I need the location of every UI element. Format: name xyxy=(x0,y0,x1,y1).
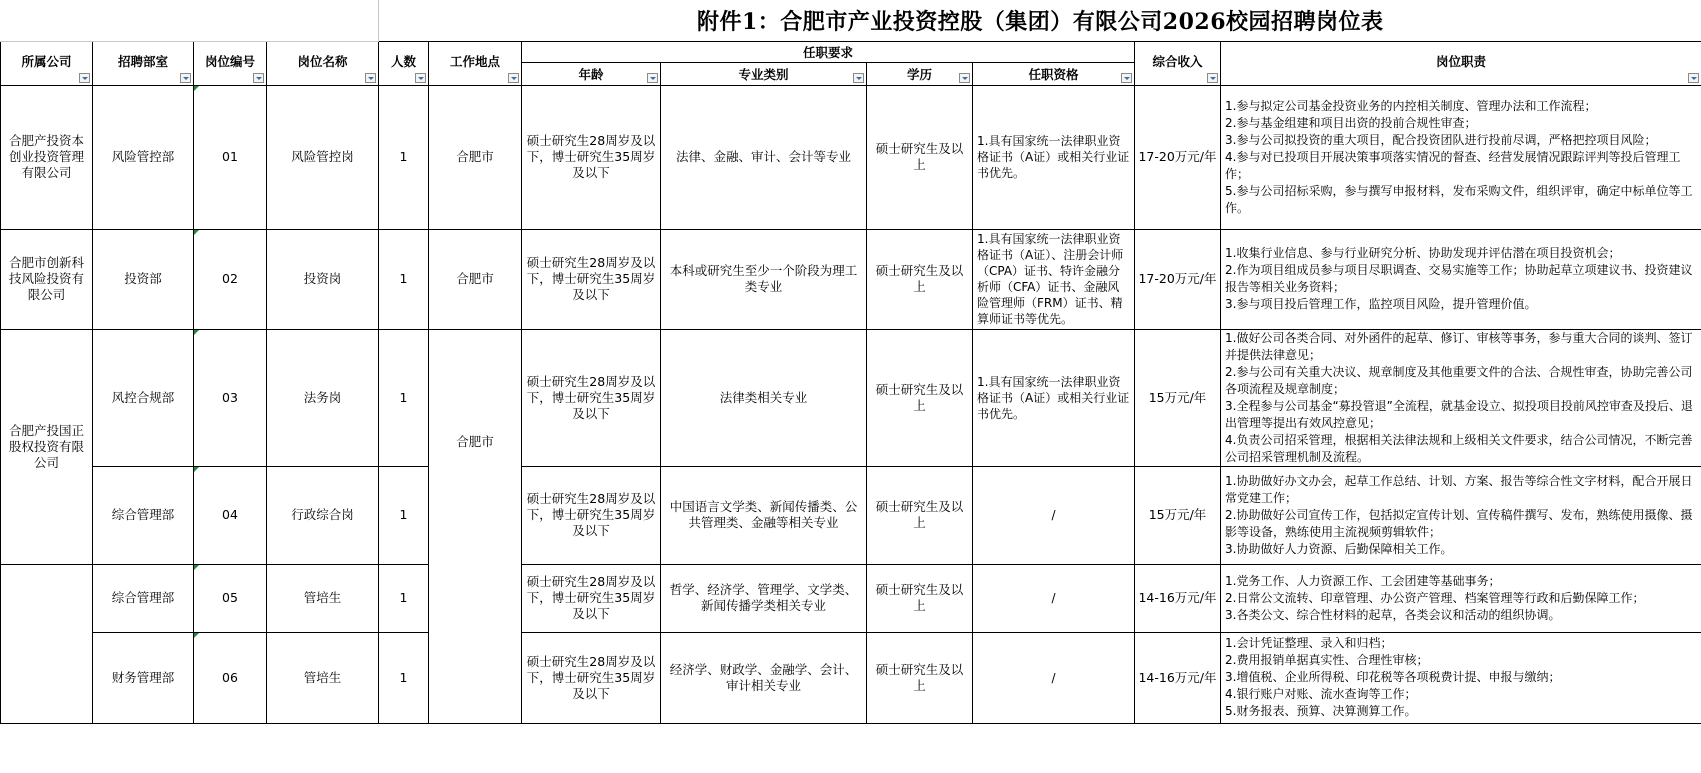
cell-duties[interactable]: 1.收集行业信息、参与行业研究分析、协助发现并评估潜在项目投资机会； 2.作为项目组成员参与项目尽职调查、交易实施等工作；协助起草立项建议书、投资建议报告等相关业务资料； 3.参与项目投后管理工作，监控项目风险，提升管理价值。 xyxy=(1221,229,1701,329)
cell-headcount[interactable]: 1 xyxy=(379,85,429,229)
filter-dropdown-icon[interactable] xyxy=(1688,73,1699,83)
cell-department[interactable]: 综合管理部 xyxy=(93,466,194,564)
cell-education[interactable]: 硕士研究生及以上 xyxy=(867,329,973,466)
cell-headcount[interactable]: 1 xyxy=(379,229,429,329)
header-income[interactable] xyxy=(1135,41,1221,85)
cell-headcount[interactable]: 1 xyxy=(379,632,429,723)
cell-education[interactable]: 硕士研究生及以上 xyxy=(867,632,973,723)
header-major[interactable] xyxy=(661,62,867,85)
cell-income[interactable]: 15万元/年 xyxy=(1135,329,1221,466)
header-department-label: 招聘部室 xyxy=(117,54,168,69)
filter-dropdown-icon[interactable] xyxy=(959,73,970,83)
header-post-code[interactable] xyxy=(194,41,267,85)
header-post-name[interactable] xyxy=(267,41,379,85)
cell-age[interactable]: 硕士研究生28周岁及以下，博士研究生35周岁及以下 xyxy=(522,329,661,466)
cell-headcount[interactable]: 1 xyxy=(379,329,429,466)
cell-headcount[interactable]: 1 xyxy=(379,466,429,564)
header-major-label: 专业类别 xyxy=(738,66,789,82)
header-location[interactable] xyxy=(429,41,522,85)
header-qualification-label: 任职资格 xyxy=(1028,66,1079,82)
filter-dropdown-icon[interactable] xyxy=(1121,73,1132,83)
cell-income[interactable]: 17-20万元/年 xyxy=(1135,85,1221,229)
cell-company[interactable]: 合肥产投资本创业投资管理有限公司 xyxy=(1,85,93,229)
cell-age[interactable]: 硕士研究生28周岁及以下，博士研究生35周岁及以下 xyxy=(522,229,661,329)
cell-duties[interactable]: 1.协助做好办文办会，起草工作总结、计划、方案、报告等综合性文字材料，配合开展日常党建工作； 2.协助做好公司宣传工作，包括拟定宣传计划、宣传稿件撰写、发布，熟练使用摄像、摄影等设备，熟练使用主流视频剪辑软件； 3.协助做好人力资源、后勤保障相关工作。 xyxy=(1221,466,1701,564)
cell-location[interactable]: 合肥市 xyxy=(429,329,522,723)
cell-company[interactable]: 合肥产投国正股权投资有限公司 xyxy=(1,329,93,564)
cell-post-code[interactable]: 05 xyxy=(194,564,267,632)
header-age[interactable] xyxy=(522,62,661,85)
cell-age[interactable]: 硕士研究生28周岁及以下，博士研究生35周岁及以下 xyxy=(522,466,661,564)
cell-department[interactable]: 风险管控部 xyxy=(93,85,194,229)
filter-dropdown-icon[interactable] xyxy=(508,73,519,83)
table-row xyxy=(1,466,1701,564)
cell-post-name[interactable]: 投资岗 xyxy=(267,229,379,329)
cell-location[interactable]: 合肥市 xyxy=(429,229,522,329)
header-post-name-label: 岗位名称 xyxy=(297,54,348,69)
cell-post-code[interactable]: 04 xyxy=(194,466,267,564)
cell-company-empty[interactable] xyxy=(1,564,93,723)
cell-age[interactable]: 硕士研究生28周岁及以下，博士研究生35周岁及以下 xyxy=(522,632,661,723)
filter-dropdown-icon[interactable] xyxy=(365,73,376,83)
cell-company[interactable]: 合肥市创新科技风险投资有限公司 xyxy=(1,229,93,329)
header-requirements xyxy=(522,41,1135,62)
table-row xyxy=(1,632,1701,723)
table-row xyxy=(1,564,1701,632)
header-post-code-label: 岗位编号 xyxy=(204,54,255,69)
header-requirements-label: 任职要求 xyxy=(802,44,853,60)
cell-age[interactable]: 硕士研究生28周岁及以下，博士研究生35周岁及以下 xyxy=(522,85,661,229)
cell-duties[interactable]: 1.会计凭证整理、录入和归档； 2.费用报销单据真实性、合理性审核； 3.增值税、企业所得税、印花税等各项税费计提、申报与缴纳； 4.银行账户对账、流水查询等工作； 5.财务报表、预算、决算测算工作。 xyxy=(1221,632,1701,723)
cell-post-code[interactable]: 01 xyxy=(194,85,267,229)
cell-major[interactable]: 中国语言文学类、新闻传播类、公共管理类、金融等相关专业 xyxy=(661,466,867,564)
header-headcount-label: 人数 xyxy=(390,54,416,69)
cell-education[interactable]: 硕士研究生及以上 xyxy=(867,564,973,632)
blank-title-cell xyxy=(1,0,379,41)
header-age-label: 年龄 xyxy=(578,66,604,82)
cell-duties[interactable]: 1.参与拟定公司基金投资业务的内控相关制度、管理办法和工作流程； 2.参与基金组建和项目出资的投前合规性审查； 3.参与公司拟投资的重大项目，配合投资团队进行投前尽调，严格把控项目风险； 4.参与对已投项目开展决策事项落实情况的督查、经营发展情况跟踪评判等投后管理工作； 5.参与公司招标采购，参与撰写申报材料，发布采购文件，组织评审，确定中标单位等工作。 xyxy=(1221,85,1701,229)
header-headcount[interactable] xyxy=(379,41,429,85)
cell-department[interactable]: 风控合规部 xyxy=(93,329,194,466)
table-row xyxy=(1,85,1701,229)
cell-post-code[interactable]: 06 xyxy=(194,632,267,723)
cell-post-name[interactable]: 法务岗 xyxy=(267,329,379,466)
table-row xyxy=(1,229,1701,329)
table-row xyxy=(1,329,1701,466)
cell-post-name[interactable]: 风险管控岗 xyxy=(267,85,379,229)
cell-headcount[interactable]: 1 xyxy=(379,564,429,632)
cell-major[interactable]: 本科或研究生至少一个阶段为理工类专业 xyxy=(661,229,867,329)
cell-department[interactable]: 综合管理部 xyxy=(93,564,194,632)
header-location-label: 工作地点 xyxy=(449,54,500,69)
cell-qualification[interactable]: / xyxy=(973,632,1135,723)
cell-age[interactable]: 硕士研究生28周岁及以下，博士研究生35周岁及以下 xyxy=(522,564,661,632)
cell-income[interactable]: 14-16万元/年 xyxy=(1135,564,1221,632)
header-company[interactable] xyxy=(1,41,93,85)
header-company-label: 所属公司 xyxy=(21,54,72,69)
cell-duties[interactable]: 1.党务工作、人力资源工作、工会团建等基础事务； 2.日常公文流转、印章管理、办公资产管理、档案管理等行政和后勤保障工作； 3.各类公文、综合性材料的起草，各类会议和活动的组织协调。 xyxy=(1221,564,1701,632)
cell-major[interactable]: 法律类相关专业 xyxy=(661,329,867,466)
filter-dropdown-icon[interactable] xyxy=(253,73,264,83)
cell-post-code[interactable]: 02 xyxy=(194,229,267,329)
cell-duties[interactable]: 1.做好公司各类合同、对外函件的起草、修订、审核等事务，参与重大合同的谈判、签订并提供法律意见； 2.参与公司有关重大决议、规章制度及其他重要文件的合法、合规性审查，协助完善公司各项流程及规章制度； 3.全程参与公司基金“募投管退”全流程，就基金设立、拟投项目投前风控审查及投后、退出管理等提出有效风控意见； 4.负责公司招采管理，根据相关法律法规和上级相关文件要求，结合公司情况，不断完善公司招采管理机制及流程。 xyxy=(1221,329,1701,466)
header-education[interactable] xyxy=(867,62,973,85)
filter-dropdown-icon[interactable] xyxy=(647,73,658,83)
cell-education[interactable]: 硕士研究生及以上 xyxy=(867,85,973,229)
header-duties-label: 岗位职责 xyxy=(1436,54,1487,69)
filter-dropdown-icon[interactable] xyxy=(180,73,191,83)
cell-major[interactable]: 经济学、财政学、金融学、会计、审计相关专业 xyxy=(661,632,867,723)
cell-post-code[interactable]: 03 xyxy=(194,329,267,466)
page-title: 附件1：合肥市产业投资控股（集团）有限公司2026校园招聘岗位表 xyxy=(379,0,1701,41)
header-education-label: 学历 xyxy=(906,66,932,82)
filter-dropdown-icon[interactable] xyxy=(79,73,90,83)
header-department[interactable] xyxy=(93,41,194,85)
cell-department[interactable]: 财务管理部 xyxy=(93,632,194,723)
cell-qualification[interactable]: 1.具有国家统一法律职业资格证书（A证）或相关行业证书优先。 xyxy=(973,85,1135,229)
cell-major[interactable]: 哲学、经济学、管理学、文学类、新闻传播学类相关专业 xyxy=(661,564,867,632)
cell-location[interactable]: 合肥市 xyxy=(429,85,522,229)
header-income-label: 综合收入 xyxy=(1152,54,1203,69)
cell-qualification[interactable]: 1.具有国家统一法律职业资格证书（A证）、注册会计师（CPA）证书、特许金融分析师（CFA）证书、金融风险管理师（FRM）证书、精算师证书等优先。 xyxy=(973,229,1135,329)
filter-dropdown-icon[interactable] xyxy=(853,73,864,83)
cell-income[interactable]: 14-16万元/年 xyxy=(1135,632,1221,723)
header-qualification[interactable] xyxy=(973,62,1135,85)
cell-education[interactable]: 硕士研究生及以上 xyxy=(867,466,973,564)
cell-income[interactable]: 17-20万元/年 xyxy=(1135,229,1221,329)
cell-major[interactable]: 法律、金融、审计、会计等专业 xyxy=(661,85,867,229)
cell-post-name[interactable]: 行政综合岗 xyxy=(267,466,379,564)
cell-qualification[interactable]: / xyxy=(973,564,1135,632)
cell-qualification[interactable]: 1.具有国家统一法律职业资格证书（A证）或相关行业证书优先。 xyxy=(973,329,1135,466)
cell-income[interactable]: 15万元/年 xyxy=(1135,466,1221,564)
filter-dropdown-icon[interactable] xyxy=(415,73,426,83)
cell-post-name[interactable]: 管培生 xyxy=(267,564,379,632)
cell-education[interactable]: 硕士研究生及以上 xyxy=(867,229,973,329)
filter-dropdown-icon[interactable] xyxy=(1207,73,1218,83)
cell-post-name[interactable]: 管培生 xyxy=(267,632,379,723)
cell-qualification[interactable]: / xyxy=(973,466,1135,564)
header-duties[interactable] xyxy=(1221,41,1701,85)
cell-department[interactable]: 投资部 xyxy=(93,229,194,329)
